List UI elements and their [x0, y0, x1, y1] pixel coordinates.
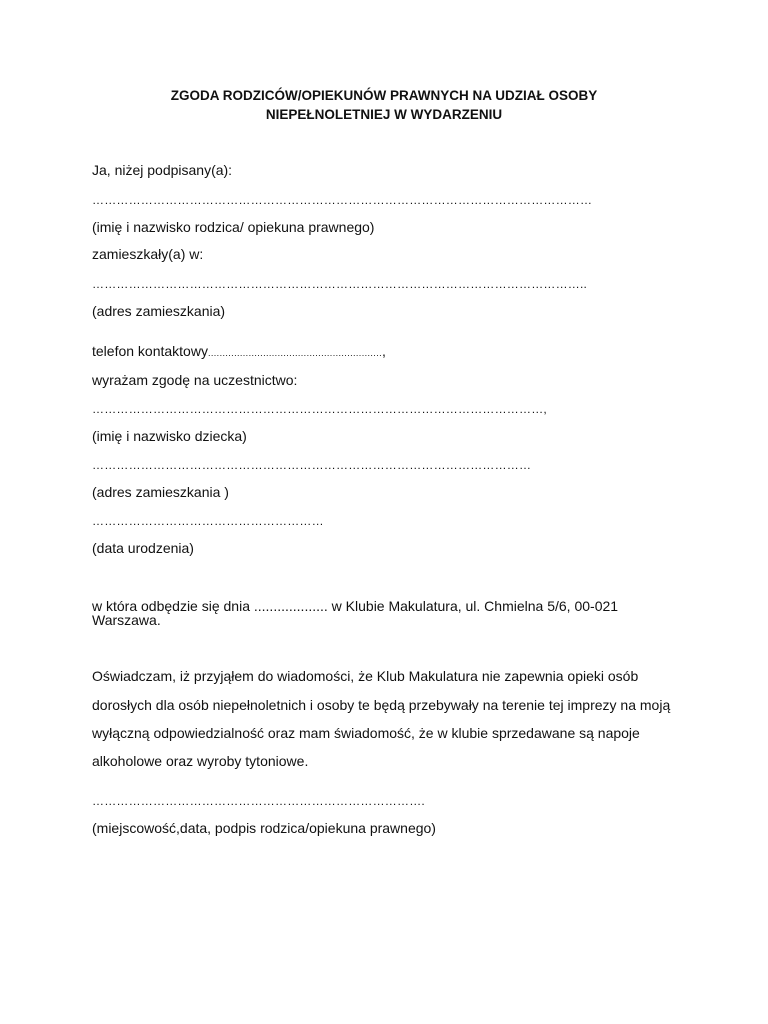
child-address-field[interactable]: ……………………………………………………………………………………………… — [92, 458, 532, 472]
statement-line-2: dorosłych dla osób niepełnoletnich i osoby te będą przebywały na terenie tej imprezy na moją — [92, 697, 671, 713]
document-title-line-1: ZGODA RODZICÓW/OPIEKUNÓW PRAWNYCH NA UDZIAŁ OSOBY — [170, 88, 598, 103]
child-name-label: (imię i nazwisko dziecka) — [92, 428, 247, 444]
phone-row — [92, 342, 386, 362]
parent-address-label: (adres zamieszkania) — [92, 303, 226, 319]
parent-name-field[interactable]: …………………………………………………………………………………………………………… — [92, 193, 593, 207]
intro-text: Ja, niżej podpisany(a): — [92, 162, 233, 178]
consent-text: wyrażam zgodę na uczestnictwo: — [92, 372, 298, 388]
signature-label: (miejscowość,data, podpis rodzica/opiekuna prawnego) — [92, 820, 436, 836]
phone-label: telefon kontaktowy — [92, 343, 208, 359]
event-line-1: w która odbędzie się dnia ................... w Klubie Makulatura, ul. Chmielna 5/6, 00-021 — [92, 598, 619, 614]
parent-address-field[interactable]: ………………………………………………………………………………………………………….. — [92, 277, 588, 291]
parent-name-label: (imię i nazwisko rodzica/ opiekuna prawnego) — [92, 219, 375, 235]
statement-line-4: alkoholowe oraz wyroby tytoniowe. — [92, 753, 309, 769]
event-line-2: Warszawa. — [92, 612, 161, 628]
document-title-line-2: NIEPEŁNOLETNIEJ W WYDARZENIU — [265, 107, 503, 122]
phone-suffix: , — [382, 343, 386, 359]
birth-date-label: (data urodzenia) — [92, 540, 194, 556]
birth-date-field[interactable]: ………………………………………………… — [92, 514, 324, 528]
statement-line-3: wyłączną odpowiedzialność oraz mam świadomość, że w klubie sprzedawane są napoje — [92, 725, 640, 741]
phone-field[interactable]: ............................................................ — [207, 348, 382, 358]
child-name-field[interactable]: …………………………………………………………………………………………………, — [92, 402, 547, 416]
statement-line-1: Oświadczam, iż przyjąłem do wiadomości, że Klub Makulatura nie zapewnia opieki osób — [92, 668, 639, 684]
signature-field[interactable]: ………………………………………………………………………. — [92, 794, 425, 808]
resident-label: zamieszkały(a) w: — [92, 246, 204, 262]
child-address-label: (adres zamieszkania ) — [92, 484, 229, 500]
